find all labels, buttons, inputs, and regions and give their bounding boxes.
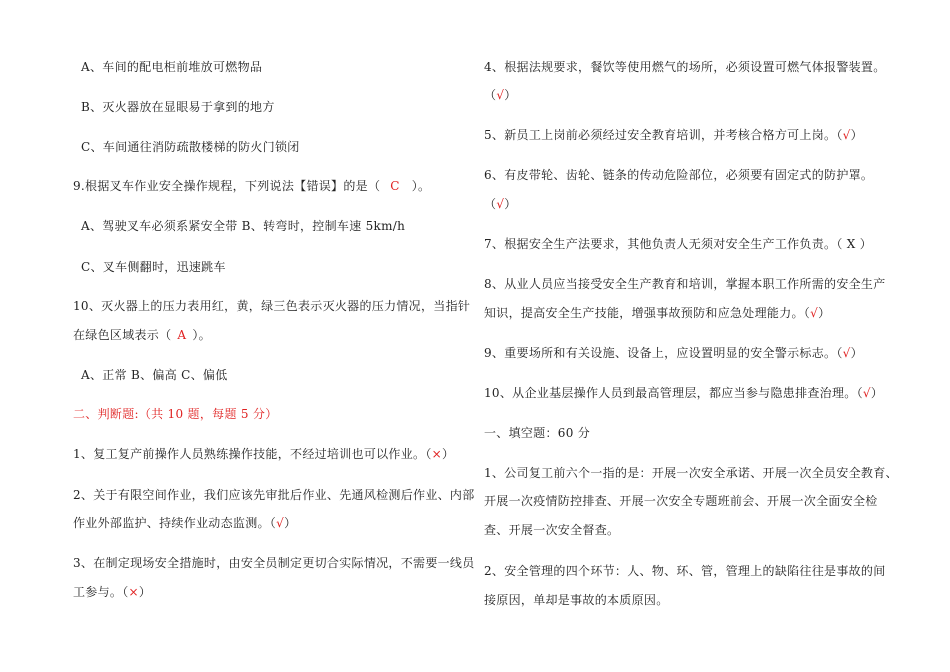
judge-4-close: ） <box>504 88 517 102</box>
judge-item-2-line-1: 2、关于有限空间作业，我们应该先审批后作业、先通风检测后作业、内部 <box>73 488 475 502</box>
judge-item-4-line-1: 4、根据法规要求，餐饮等使用燃气的场所，必须设置可燃气体报警装置。 <box>484 60 886 74</box>
judge-10-close: ） <box>870 386 884 400</box>
judge-9-mark: √ <box>842 346 851 360</box>
judge-2-close: ） <box>284 516 297 530</box>
judge-item-8-line-2 <box>484 304 830 322</box>
judge-3-mark: × <box>128 585 139 599</box>
judge-1-mark: × <box>431 447 442 461</box>
fill-item-2-line-2: 接原因，单却是事故的本质原因。 <box>484 593 669 607</box>
q10-options: A、正常 B、偏高 C、偏低 <box>81 368 228 382</box>
judge-item-6-line-2 <box>484 195 517 213</box>
judge-8-mark: √ <box>810 306 819 320</box>
judge-item-3-line-1: 3、在制定现场安全措施时，由安全员制定更切合实际情况，不需要一线员 <box>73 556 475 570</box>
q9-option-c: C、叉车侧翻时，迅速跳车 <box>81 260 226 274</box>
judge-item-7: 7、根据安全生产法要求，其他负责人无须对安全生产工作负责。（ X ） <box>484 237 873 251</box>
judge-4-mark: √ <box>496 88 505 102</box>
q10-stem-text: 在绿色区域表示（ <box>73 328 172 342</box>
judge-3-close: ） <box>138 585 152 599</box>
judge-item-10 <box>484 384 883 402</box>
judge-10-mark: √ <box>862 386 871 400</box>
judge-4-open: （ <box>484 88 497 102</box>
q9-stem-close: ）。 <box>411 179 431 193</box>
judge-8-text: 知识，提高安全生产技能，增强事故预防和应急处理能力。（ <box>484 306 811 320</box>
q10-line-1: 10、灭火器上的压力表用红，黄，绿三色表示灭火器的压力情况，当指针 <box>73 299 471 313</box>
judge-5-close: ） <box>850 128 863 142</box>
judge-3-text: 工参与。（ <box>73 585 129 599</box>
judge-item-4-line-2 <box>484 86 517 104</box>
judge-item-3-line-2 <box>73 583 151 601</box>
judge-8-close: ） <box>818 306 831 320</box>
q9-stem-text: 9.根据叉车作业安全操作规程，下列说法【错误】的是（ <box>73 179 381 193</box>
judge-2-mark: √ <box>276 516 285 530</box>
judge-1-close: ） <box>442 447 455 461</box>
judge-item-6-line-1: 6、有皮带轮、齿轮、链条的传动危险部位，必须要有固定式的防护罩。 <box>484 168 874 182</box>
q10-stem-close: ）。 <box>192 328 211 342</box>
judge-10-text: 10、从企业基层操作人员到最高管理层，都应当参与隐患排查治理。（ <box>484 386 863 400</box>
fill-item-1-line-1: 1、公司复工前六个一指的是：开展一次安全承诺、开展一次全员安全教育、 <box>484 466 898 480</box>
judge-5-text: 5、新员工上岗前必须经过安全教育培训，并考核合格方可上岗。（ <box>484 128 843 142</box>
judge-9-text: 9、重要场所和有关设施、设备上，应设置明显的安全警示标志。（ <box>484 346 843 360</box>
judge-item-2-line-2 <box>73 514 296 532</box>
q8-option-b: B、灭火器放在显眼易于拿到的地方 <box>81 100 275 114</box>
judge-6-open: （ <box>484 197 497 211</box>
judge-item-5 <box>484 126 863 144</box>
fill-item-2-line-1: 2、安全管理的四个环节：人、物、环、管，管理上的缺陷往往是事故的间 <box>484 564 886 578</box>
q8-option-c: C、车间通往消防疏散楼梯的防火门锁闭 <box>81 140 300 154</box>
judge-6-close: ） <box>504 197 517 211</box>
q8-option-a: A、车间的配电柜前堆放可燃物品 <box>81 60 263 74</box>
section-1-title: 一、填空题：60 分 <box>484 426 591 440</box>
judge-9-close: ） <box>850 346 863 360</box>
judge-item-1 <box>73 445 454 463</box>
q9-stem <box>73 177 430 195</box>
judge-item-8-line-1: 8、从业人员应当接受安全生产教育和培训，掌握本职工作所需的安全生产 <box>484 277 886 291</box>
fill-item-1-line-3: 查、开展一次安全督查。 <box>484 523 620 537</box>
judge-2-text: 作业外部监护、持续作业动态监测。（ <box>73 516 277 530</box>
q9-answer: C <box>390 179 400 193</box>
fill-item-1-line-2: 开展一次疫情防控排查、开展一次安全专题班前会、开展一次全面安全检 <box>484 494 878 508</box>
section-2-title: 二、判断题:（共 10 题，每题 5 分） <box>73 407 278 421</box>
judge-item-9 <box>484 344 863 362</box>
judge-6-mark: √ <box>496 197 505 211</box>
q9-options-ab: A、驾驶叉车必须系紧安全带 B、转弯时，控制车速 5km/h <box>81 219 406 233</box>
judge-5-mark: √ <box>842 128 851 142</box>
q10-line-2 <box>73 326 211 344</box>
judge-1-text: 1、复工复产前操作人员熟练操作技能，不经过培训也可以作业。（ <box>73 447 432 461</box>
q10-answer: A <box>177 328 187 342</box>
